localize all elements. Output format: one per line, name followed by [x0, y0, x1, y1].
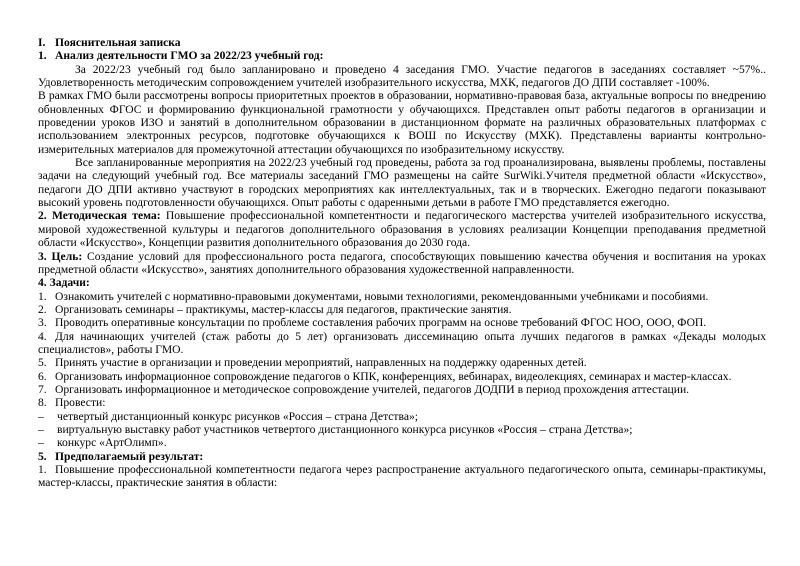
subtask-item-text: виртуальную выставку работ участников четвертого дистанционного конкурса рисунков «Россия – страна Детства»; [57, 422, 633, 436]
subtask-item-3 [38, 436, 766, 449]
subtask-item-text: конкурс «АртОлимп». [57, 436, 167, 450]
section-heading-title: Пояснительная записка [55, 36, 181, 49]
task-item-number: 7. [38, 382, 47, 396]
task-item-number: 8. [38, 396, 47, 410]
section-heading-number: I. [38, 36, 46, 49]
result-item-text: Повышение профессиональной компетентности педагога через распространение актуального педагогического опыта, семинары-практикумы, мастер-классы, практические занятия в области: [38, 463, 766, 490]
analysis-heading-number: 1. [38, 49, 47, 63]
task-item-2 [38, 303, 766, 316]
task-item-1 [38, 290, 766, 303]
task-item-number: 6. [38, 369, 47, 383]
paragraph-analysis-3: Все запланированные мероприятия на 2022/23 учебный год проведены, работа за год проанализирована, выявлены проблемы, поставлены задачи на следующий учебный год. Все материалы заседаний ГМО размещены на сайте SurWiki.Учителя предметной области «Искусство», педагоги ДО ДПИ активно участвуют в городских мероприятиях как интеллектуальных, так и в творческих. Ежегодно педагоги показывают высокий уровень подготовленности обучающихся. Опыт работы с одаренными детьми в работе ГМО представляется ежегодно. [38, 156, 766, 210]
goal-label: 3. Цель: [38, 249, 83, 263]
task-item-8 [38, 396, 766, 409]
subtask-item-2 [38, 423, 766, 436]
analysis-heading-title: Анализ деятельности ГМО за 2022/23 учебный год: [55, 49, 324, 63]
task-item-7 [38, 383, 766, 396]
result-heading-number: 5. [38, 449, 47, 463]
task-item-number: 2. [38, 302, 47, 316]
task-item-6 [38, 370, 766, 383]
subtask-item-text: четвертый дистанционный конкурс рисунков «Россия – страна Детства»; [57, 409, 418, 423]
dash-marker: – [38, 436, 44, 450]
task-item-text: Организовать информационное сопровождение педагогов о КПК, конференциях, вебинарах, видеолекциях, семинарах и мастер-классах. [55, 369, 732, 383]
method-theme-label: 2. Методическая тема: [38, 209, 161, 223]
analysis-heading [38, 49, 766, 62]
paragraph-analysis-2: В рамках ГМО были рассмотрены вопросы приоритетных проектов в образовании, нормативно-правовая база, актуальные вопросы по внедрению обновленных ФГОС и формированию функциональной грамотности у обучающихся. Представлен опыт работы педагогов в организации и проведении уроков ИЗО и занятий в дополнительном образовании в дистанционном формате на различных образовательных платформах с использованием электронных ресурсов, подготовке обучающихся к ВОШ по Искусству (МХК). Представлены варианты контрольно-измерительных материалов для промежуточной аттестации обучающихся по изобразительному искусству. [38, 89, 766, 156]
result-item-number: 1. [38, 463, 47, 476]
goal-text: Создание условий для профессионального роста педагога, способствующих повышению качества обучения и воспитания на уроках предметной области «Искусство», занятиях дополнительного образования художественной направленности. [38, 249, 767, 276]
section-heading [38, 36, 766, 49]
task-item-number: 5. [38, 356, 47, 370]
task-item-text: Для начинающих учителей (стаж работы до 5 лет) организовать диссеминацию опыта лучших педагогов в рамках «Декады молодых специалистов», работы ГМО. [38, 329, 766, 356]
task-item-number: 3. [38, 316, 47, 330]
subtask-item-1 [38, 410, 766, 423]
task-item-4 [38, 330, 766, 357]
task-item-text: Ознакомить учителей с нормативно-правовыми документами, новыми технологиями, рекомендованными учебниками и пособиями. [55, 289, 709, 303]
dash-marker: – [38, 409, 44, 423]
result-item-1 [38, 463, 766, 490]
dash-marker: – [38, 422, 44, 436]
result-heading [38, 450, 766, 463]
task-item-text: Провести: [55, 396, 106, 410]
task-item-text: Принять участие в организации и проведении мероприятий, направленных на поддержку одаренных детей. [55, 356, 587, 370]
paragraph-analysis-1: За 2022/23 учебный год было запланировано и проведено 4 заседания ГМО. Участие педагогов в заседаниях составляет ~57%.. Удовлетворенность методическим сопровождением учителей изобразительного искусства, МХК, педагогов ДО ДПИ составляет -100%. [38, 62, 766, 90]
result-heading-title: Предполагаемый результат: [55, 449, 204, 463]
task-item-text: Организовать информационное и методическое сопровождение учителей, педагогов ДОДПИ в период прохождения аттестации. [55, 382, 690, 396]
task-item-3 [38, 316, 766, 329]
task-item-number: 1. [38, 289, 47, 303]
task-item-5 [38, 356, 766, 369]
method-theme-text: Повышение профессиональной компетентности и педагогического мастерства учителей изобразительного искусства, мировой художественной культуры и педагогов дополнительного образования в условиях реализации Концепции преподавания предметной области «Искусство», Концепции развития дополнительного образования до 2030 года. [38, 209, 766, 250]
task-item-text: Организовать семинары – практикумы, мастер-классы для педагогов, практические занятия. [55, 302, 512, 316]
paragraph-method-theme [38, 209, 766, 249]
tasks-heading: 4. Задачи: [38, 276, 90, 290]
task-item-number: 4. [38, 329, 47, 343]
paragraph-goal [38, 250, 766, 277]
task-item-text: Проводить оперативные консультации по проблеме составления рабочих программ на основе требований ФГОС НОО, ООО, ФОП. [55, 316, 707, 330]
